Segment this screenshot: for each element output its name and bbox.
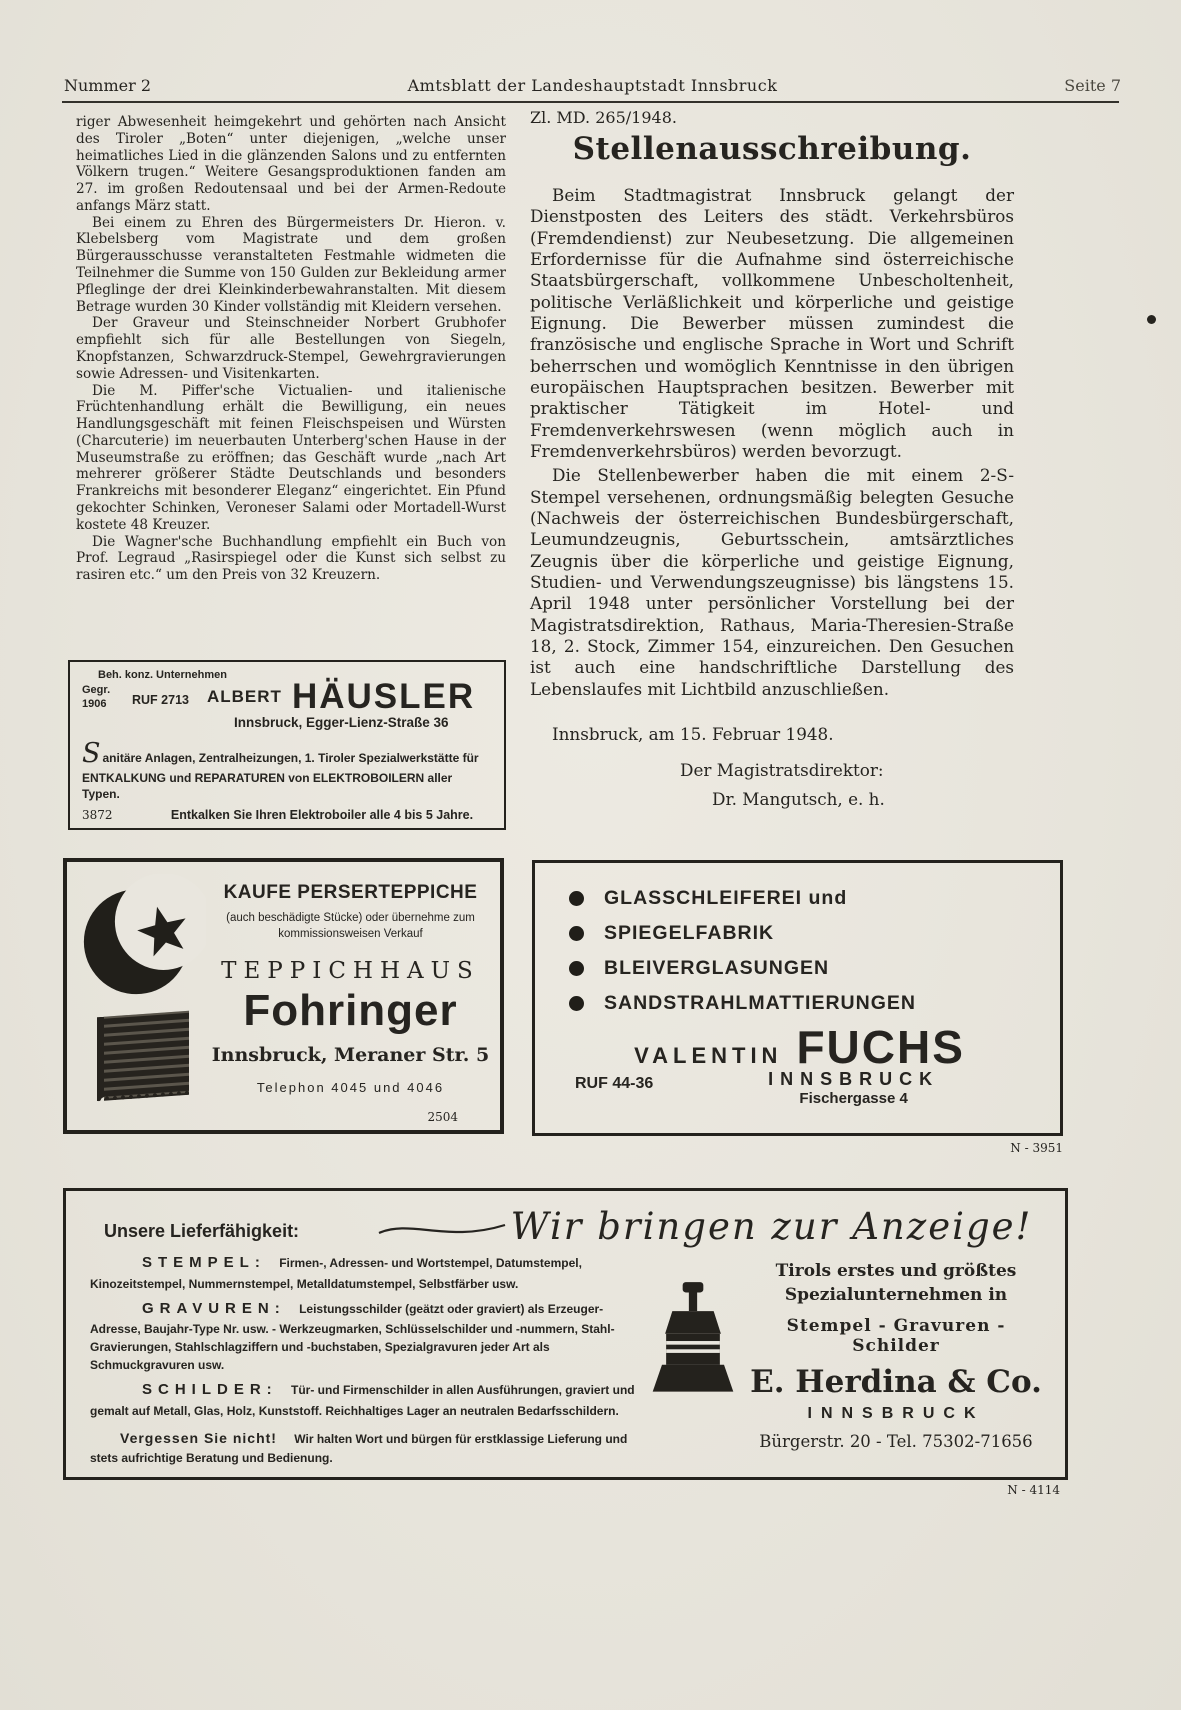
fuchs-lastname: FUCHS: [796, 1021, 965, 1073]
ad-fuchs: [532, 860, 1063, 1136]
founded-year: 1906: [82, 698, 107, 710]
fuchs-phone: RUF 44-36: [575, 1075, 654, 1092]
haeusler-licence: Beh. konz. Unternehmen: [98, 669, 227, 681]
section-label: SCHILDER:: [142, 1381, 278, 1398]
news-paragraph-2: Bei einem zu Ehren des Bürgermeisters Dr. Hieron. v. Klebelsberg vom Magistrate und dem großen Bürgerausschusse veranstalteten Festmahle widmeten die Teilnehmer die Summe von 150 Gulden zur Bekleidung armer Pfleglinge der drei Kleinkinderbewahranstalten. Mit diesem Betrage wurden 30 Kinder vollständig mit Kleidern versehen.: [76, 214, 506, 315]
fohringer-ad-number: 2504: [427, 1110, 458, 1124]
masthead: [64, 76, 1121, 95]
bullet-icon: [569, 961, 584, 976]
file-number: Zl. MD. 265/1948.: [530, 108, 677, 127]
fohringer-phone: Telephon 4045 und 4046: [256, 1080, 445, 1096]
section-label: STEMPEL:: [142, 1254, 266, 1271]
news-paragraph-5: Die Wagner'sche Buchhandlung empfiehlt ein Buch von Prof. Legraud „Rasirspiegel oder die Kunst sich selbst zu rasiren etc.“ um den Preis von 32 Kreuzern.: [76, 533, 506, 584]
haeusler-phone: RUF 2713: [132, 692, 189, 707]
reminder-label: Vergessen Sie nicht!: [120, 1429, 277, 1446]
script-headline-text: Wir bringen zur Anzeige!: [510, 1205, 1033, 1248]
news-paragraph-1: riger Abwesenheit heimgekehrt und gehörten nach Ansicht des Tiroler „Boten“ unter diejenigen, „welche unser heimatliches Lied in die glänzenden Salons und zu entfernten Völkern trugen.“ Weitere Gesangsproduktionen fanden am 27. im großen Redoutensaal und bei der Armen-Redoute anfangs März statt.: [76, 114, 506, 214]
news-paragraph-3: Der Graveur und Steinschneider Norbert Grubhofer empfiehlt sich für alle Bestellungen von Siegeln, Knopfstanzen, Schwarzdruck-Stempel, Gewehrgravierungen sowie Adressen- und Visitenkarten.: [76, 315, 506, 382]
haeusler-founded: [82, 684, 128, 712]
bullet-icon: [569, 926, 584, 941]
fuchs-firstname: VALENTIN: [634, 1043, 783, 1068]
fohringer-name: Fohringer: [243, 986, 458, 1036]
haeusler-address: Innsbruck, Egger-Lienz-Straße 36: [234, 714, 449, 730]
bullet-icon: [569, 996, 584, 1011]
herdina-section-stempel: [90, 1252, 635, 1293]
fuchs-service-1: GLASSCHLEIFEREI und: [604, 887, 848, 909]
section-label: GRAVUREN:: [142, 1299, 286, 1317]
ad-herdina: [63, 1188, 1068, 1480]
fuchs-city: INNSBRUCK: [768, 1069, 940, 1089]
announcement-heading: Stellenausschreibung.: [572, 131, 972, 167]
herdina-intro: Unsere Lieferfähigkeit:: [104, 1221, 300, 1241]
haeusler-lastname: HÄUSLER: [291, 677, 476, 716]
haeusler-body: Sanitäre Anlagen, Zentralheizungen, 1. Tiroler Spezialwerkstätte für ENTKALKUNG und REPARATUREN von ELEKTROBOILERN aller Typen.: [82, 737, 479, 802]
signature-role: Der Magistratsdirektor:: [680, 759, 884, 780]
reminder-text: Wir halten Wort und bürgen für erstklassige Lieferung und stets aufrichtige Beratung und Bedienung.: [90, 1431, 628, 1465]
fohringer-address: Innsbruck, Meraner Str. 5: [211, 1044, 490, 1067]
claim-line-2: Spezialunternehmen in: [784, 1284, 1008, 1305]
left-column: [76, 114, 506, 656]
fuchs-ad-number: N - 3951: [1010, 1141, 1063, 1155]
herdina-section-schilder: [90, 1379, 635, 1420]
herdina-products: Stempel - Gravuren - Schilder: [786, 1315, 1006, 1356]
ink-dot-artifact: [1147, 315, 1156, 324]
right-column: [530, 108, 1014, 809]
signature-name: Dr. Mangutsch, e. h.: [712, 788, 885, 809]
fuchs-service-4: SANDSTRAHLMATTIERUNGEN: [604, 992, 916, 1014]
newspaper-title: Amtsblatt der Landeshauptstadt Innsbruck: [407, 76, 778, 95]
section-text: Tür- und Firmenschilder in allen Ausführungen, graviert und gemalt auf Metall, Glas, Holz, Kunststoff. Reichhaltiges Lager an neutralen Bedarfsschildern.: [90, 1383, 635, 1418]
herdina-address: Bürgerstr. 20 - Tel. 75302-71656: [759, 1431, 1033, 1451]
announcement-paragraph-2: Die Stellenbewerber haben die mit einem 2-S-Stempel versehenen, ordnungsmäßig belegten Gesuche (Nachweis der österreichischen Bundesbürgerschaft, Leumundzeugnis, Geburtsschein, amtsärztliches Zeugnis über die körperliche und geistige Eignung, Studien- und Verwendungszeugnisse) bis längstens 15. April 1948 unter persönlicher Vorstellung bei der Magistratsdirektion, Rathaus, Maria-Theresien-Straße 18, 2. Stock, Zimmer 154, einzureichen. Den Gesuchen ist auch eine handschriftliche Darstellung des Lebenslaufes mit Lichtbild anzuschließen.: [530, 465, 1014, 699]
haeusler-ad-number: 3872: [82, 808, 113, 823]
herdina-city: INNSBRUCK: [807, 1404, 985, 1422]
herdina-section-gravuren: [90, 1298, 635, 1375]
bullet-icon: [569, 891, 584, 906]
founded-label: Gegr.: [82, 684, 111, 697]
fuchs-address: Fischergasse 4: [799, 1090, 908, 1107]
herdina-claim: [747, 1260, 1045, 1308]
section-text: Leistungsschilder (geätzt oder graviert) als Erzeuger-Adresse, Baujahr-Type Nr. usw. - Werkzeugmarken, Schlüsselschilder und -nummern, Stahl-Gravierungen, Stahlschlagziffern und -buchstaben, Spezialgravuren jeder Art als Schmuckgravuren usw.: [90, 1301, 615, 1372]
dateline: Innsbruck, am 15. Februar 1948.: [552, 723, 834, 744]
page-number: Seite 7: [1064, 76, 1121, 95]
section-text: Firmen-, Adressen- und Wortstempel, Datumstempel, Kinozeitstempel, Nummernstempel, Metalldatumstempel, Selbstfärber usw.: [90, 1256, 582, 1291]
issue-number: Nummer 2: [64, 76, 152, 95]
herdina-reminder: [90, 1428, 635, 1467]
claim-line-1: Tirols erstes und größtes: [775, 1261, 1017, 1281]
fohringer-headline: KAUFE PERSERTEPPICHE: [223, 882, 478, 903]
ad-fohringer: [63, 858, 504, 1134]
stamp-machine-icon: [651, 1278, 735, 1402]
crescent-star-icon: [80, 874, 206, 1000]
haeusler-firstname: ALBERT: [206, 686, 282, 706]
announcement-paragraph-1: Beim Stadtmagistrat Innsbruck gelangt der Dienstposten des Leiters des städt. Verkehrsbüros (Fremdendienst) zur Neubesetzung. Die allgemeinen Erfordernisse für die Aufnahme sind österreichische Staatsbürgerschaft, vollkommene Unbescholtenheit, politische Verläßlichkeit und körperliche und geistige Eignung. Die Bewerber müssen zumindest die französische und englische Sprache in Wort und Schrift beherrschen und womöglich Kenntnisse in den übrigen europäischen Hauptsprachen besitzen. Bewerber mit praktischer Tätigkeit im Hotel- und Fremdenverkehrswesen (wenn möglich auch in Fremdenverkehrsbüros) werden bevorzugt.: [530, 185, 1014, 461]
rug-illustration: [97, 1011, 189, 1101]
ad-haeusler: [68, 660, 506, 830]
masthead-rule: [62, 101, 1119, 103]
fuchs-service-3: BLEIVERGLASUNGEN: [604, 957, 830, 979]
fohringer-housename: TEPPICHHAUS: [221, 958, 480, 985]
fuchs-service-2: SPIEGELFABRIK: [604, 922, 775, 944]
herdina-company: E. Herdina & Co.: [750, 1363, 1042, 1400]
flourish-icon: [377, 1217, 507, 1243]
herdina-ad-number: N - 4114: [1007, 1483, 1060, 1497]
haeusler-slogan: Entkalken Sie Ihren Elektroboiler alle 4 bis 5 Jahre.: [170, 808, 474, 823]
herdina-script-headline: [364, 1205, 1045, 1248]
fohringer-subline: (auch beschädigte Stücke) oder übernehme zum kommissionsweisen Verkauf: [226, 912, 475, 940]
news-paragraph-4: Die M. Piffer'sche Victualien- und italienische Früchtenhandlung erhält die Bewilligung, ein neues Handlungsgeschäft mit feinen Fleischspeisen und Würsten (Charcuterie) im neuerbauten Unterberg'schen Hause in der Museumstraße zu eröffnen; das Geschäft wurde „nach Art mehrerer größerer Städte Deutschlands und besonders Frankreichs mit besonderer Eleganz“ eingerichtet. Ein Pfund gekochter Schinken, Veroneser Salami oder Mortadell-Wurst kostete 48 Kreuzer.: [76, 382, 506, 533]
